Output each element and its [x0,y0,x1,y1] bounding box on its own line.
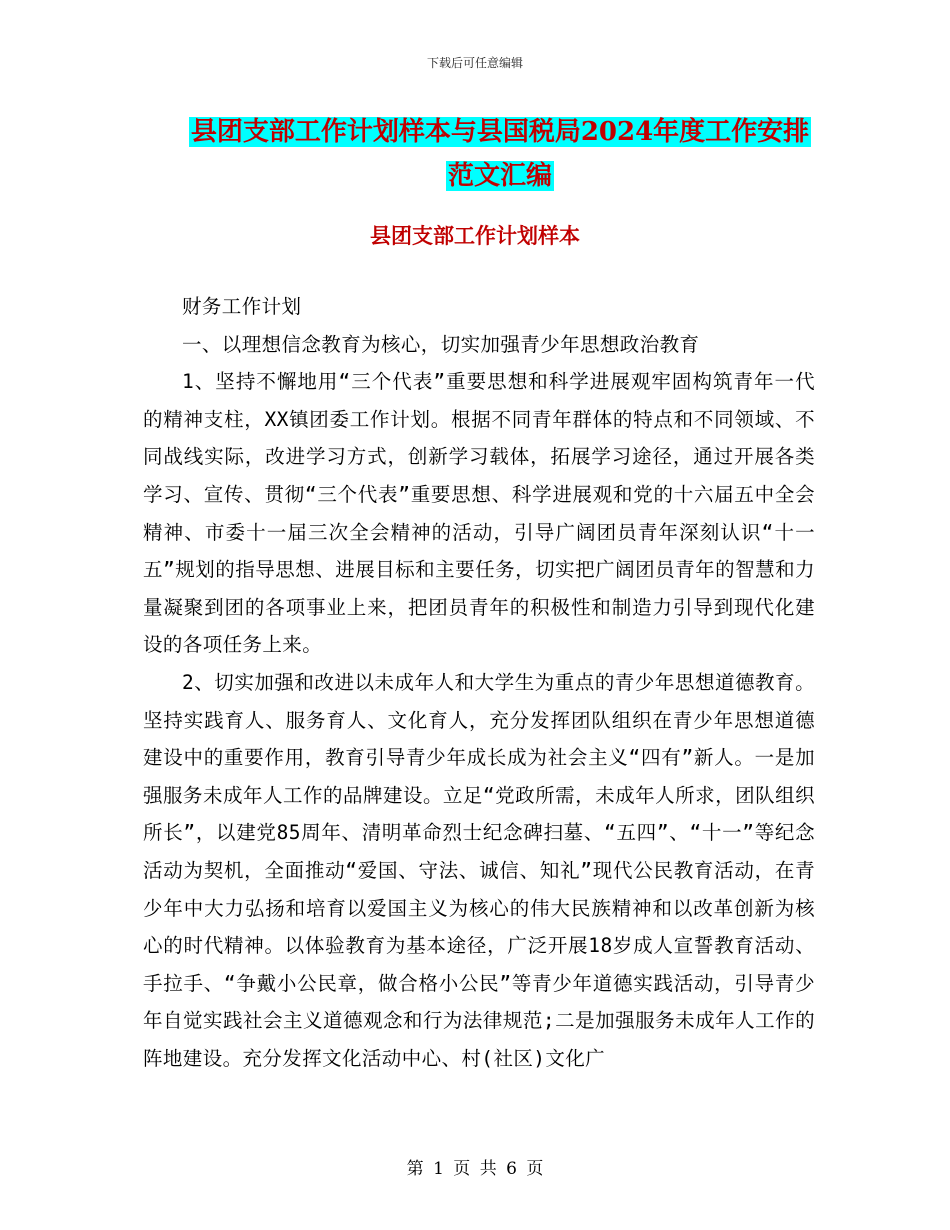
body-paragraph: 一、以理想信念教育为核心，切实加强青少年思想政治教育 [182,332,700,356]
body-paragraph: 1、坚持不懈地用“三个代表”重要思想和科学进展观牢固构筑青年一代的精神支柱，XX镇团委工作计划。根据不同青年群体的特点和不同领域、不同战线实际，改进学习方式，创新学习载体，拓展学习途径，通过开展各类学习、宣传、贯彻“三个代表”重要思想、科学进展观和党的十六届五中全会精神、市委十一届三次全会精神的活动，引导广阔团员青年深刻认识“十一五”规划的指导思想、进展目标和主要任务，切实把广阔团员青年的智慧和力量凝聚到团的各项事业上来，把团员青年的积极性和制造力引导到现代化建设的各项任务上来。 [143,370,815,657]
page-number-footer: 第 1 页 共 6 页 [406,1159,544,1179]
section-title: 县团支部工作计划样本 [370,223,580,248]
header-note: 下载后可任意编辑 [426,56,523,70]
document-body [143,288,815,1077]
document-title-line-2: 范文汇编 [447,161,552,191]
document-title [150,110,850,198]
body-paragraph: 2、切实加强和改进以未成年人和大学生为重点的青少年思想道德教育。坚持实践育人、服务育人、文化育人，充分发挥团队组织在青少年思想道德建设中的重要作用，教育引导青少年成长成为社会主义“四有”新人。一是加强服务未成年人工作的品牌建设。立足“党政所需，未成年人所求，团队组织所长”，以建党85周年、清明革命烈士纪念碑扫墓、“五四”、“十一”等纪念活动为契机，全面推动“爱国、守法、诚信、知礼”现代公民教育活动，在青少年中大力弘扬和培育以爱国主义为核心的伟大民族精神和以改革创新为核心的时代精神。以体验教育为基本途径，广泛开展18岁成人宣誓教育活动、手拉手、“争戴小公民章，做合格小公民”等青少年道德实践活动，引导青少年自觉实践社会主义道德观念和行为法律规范;二是加强服务未成年人工作的阵地建设。充分发挥文化活动中心、村(社区)文化广 [143,670,815,1070]
body-paragraph: 财务工作计划 [182,295,302,318]
document-title-line-1: 县团支部工作计划样本与县国税局2024年度工作安排 [190,117,810,147]
